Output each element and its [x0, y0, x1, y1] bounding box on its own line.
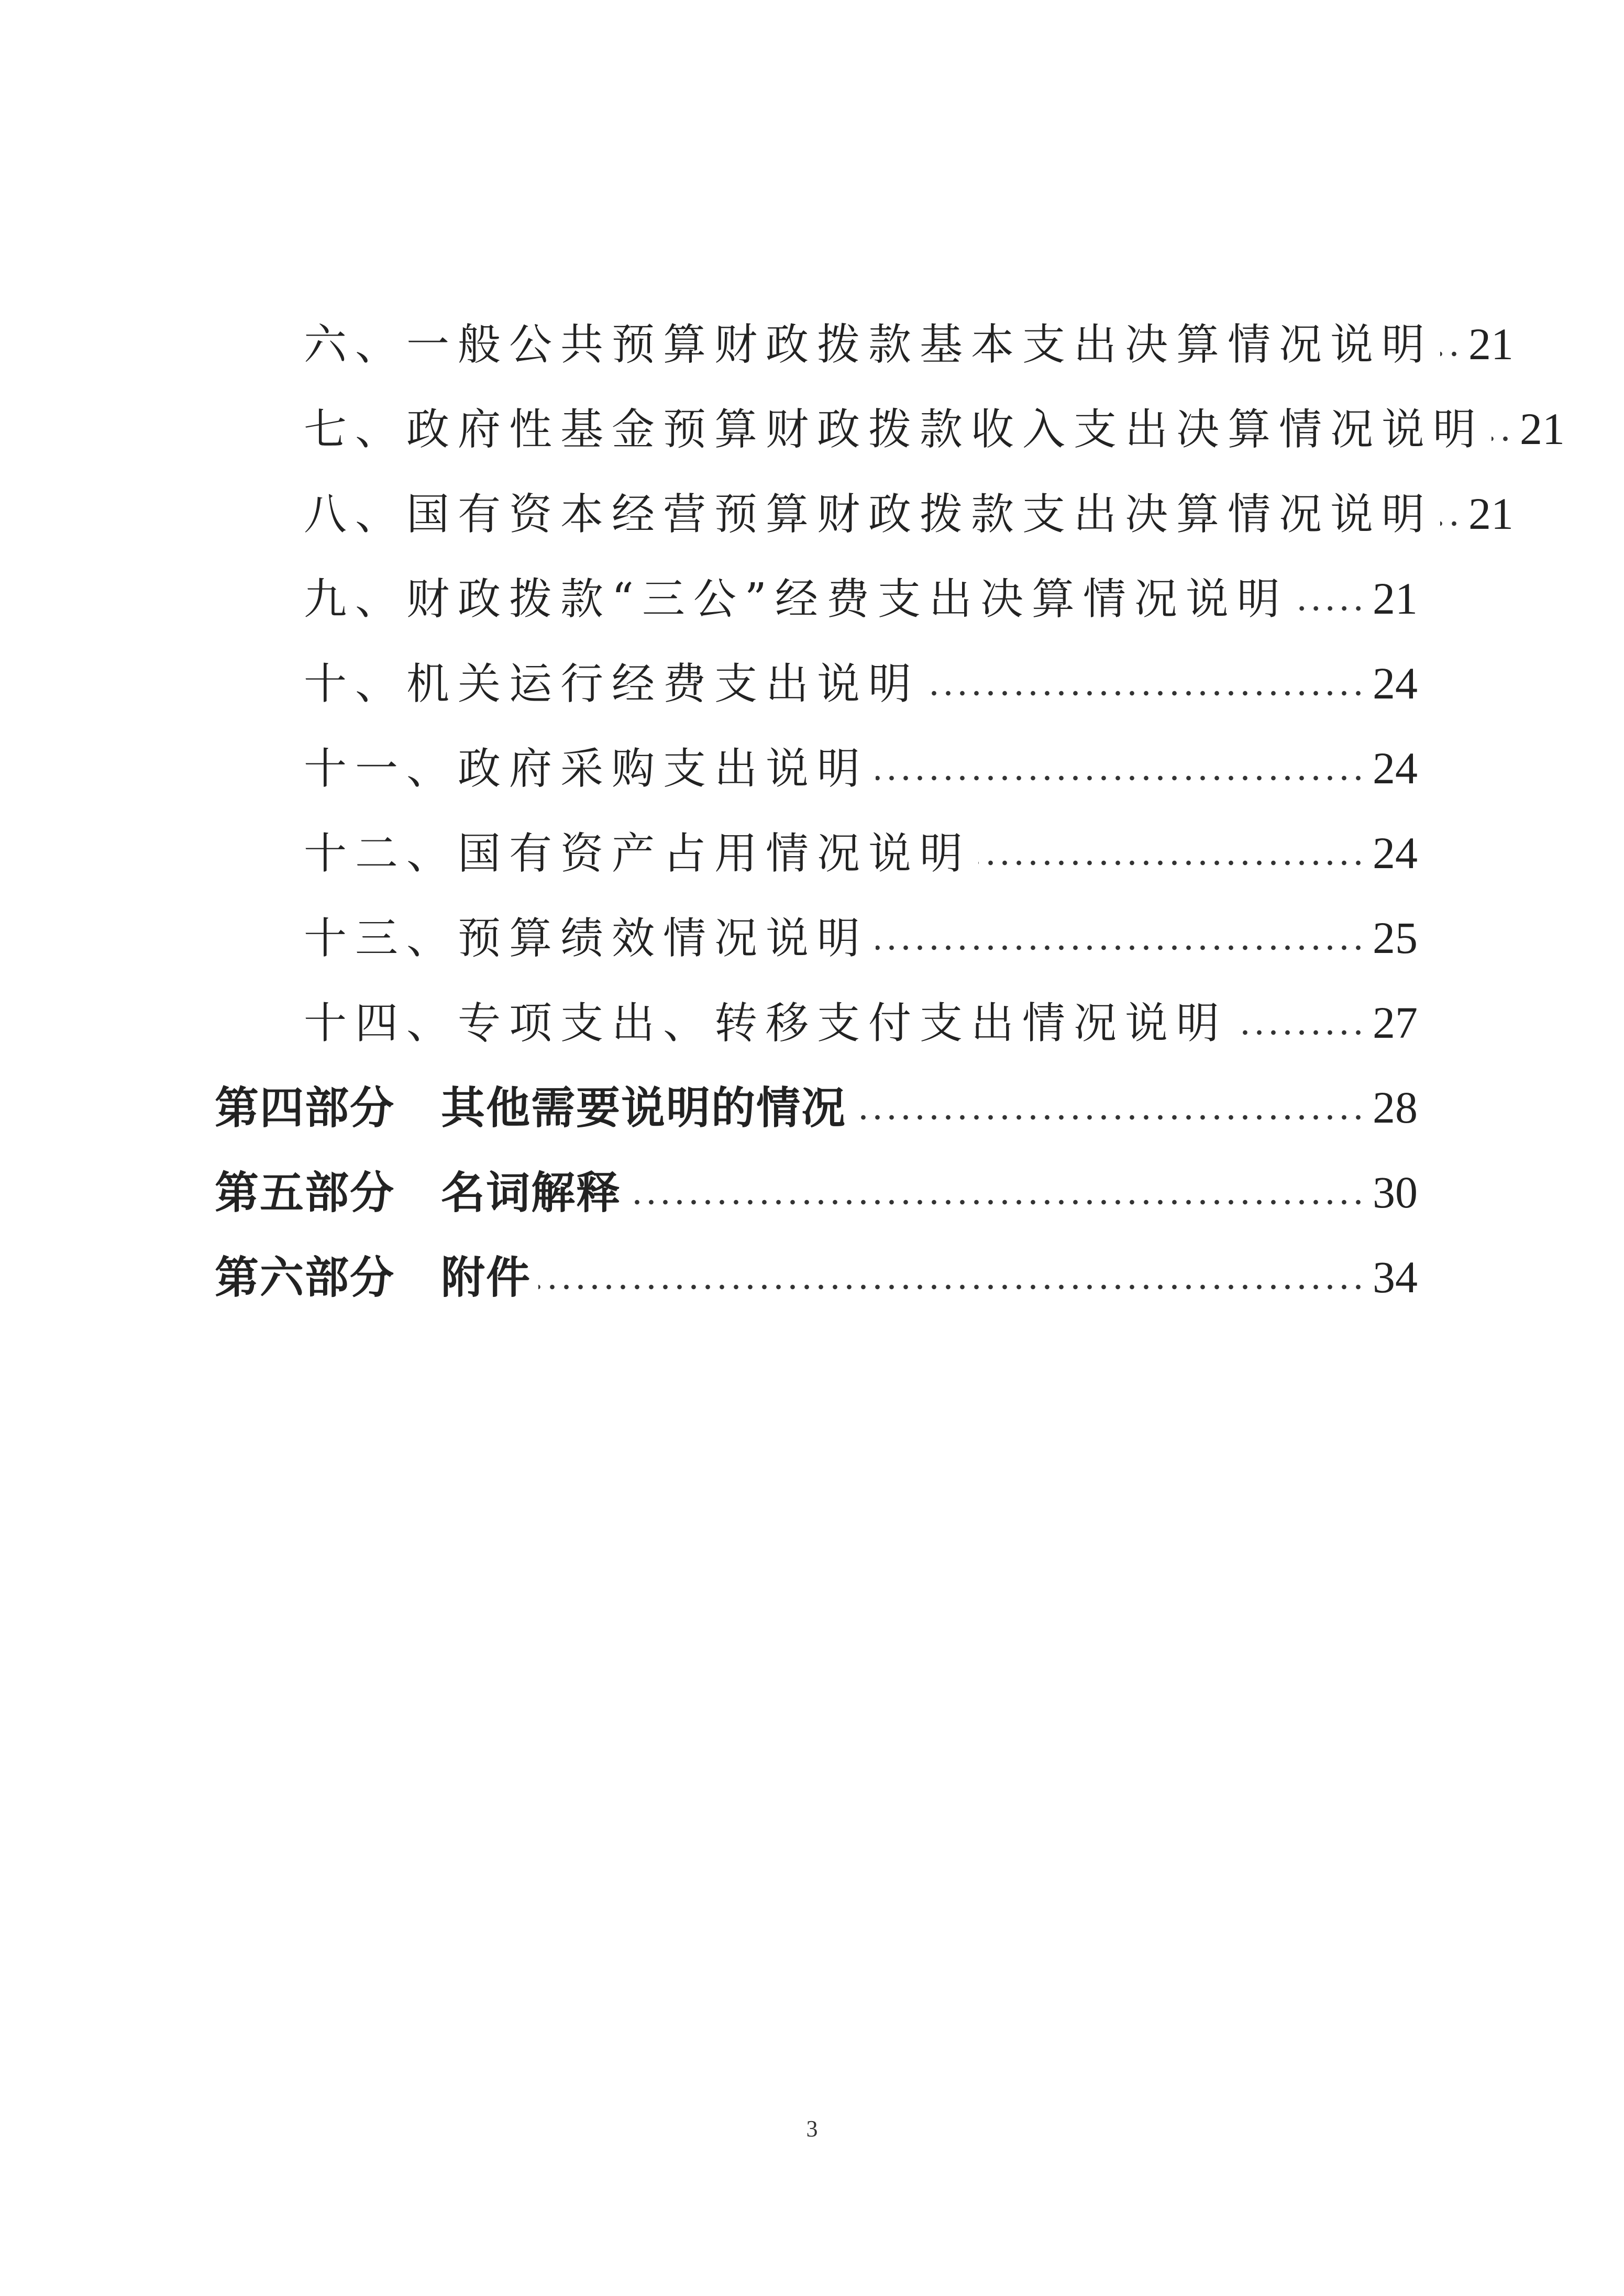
toc-entry-section-14[interactable]: [304, 982, 1418, 1048]
toc-entry-part-5[interactable]: [215, 1152, 1418, 1218]
toc-entry-section-7[interactable]: [304, 389, 1565, 454]
page-number: 3: [806, 2116, 818, 2142]
toc-entry-page: 24: [1373, 658, 1418, 708]
toc-entry-section-9[interactable]: [304, 558, 1418, 624]
toc-entry-part-4[interactable]: [215, 1067, 1418, 1134]
dot-leader: [538, 1282, 1365, 1292]
toc-part-number: 第五部分: [215, 1167, 395, 1218]
toc-entry-section-6[interactable]: [304, 304, 1514, 370]
toc-entry-page: 30: [1373, 1167, 1418, 1217]
toc-entry-page: 21: [1373, 573, 1418, 624]
toc-entry-section-12[interactable]: [304, 813, 1418, 879]
toc-part-number: 第四部分: [215, 1082, 395, 1134]
toc-part-title: 附件: [441, 1251, 532, 1303]
dot-leader: [927, 688, 1365, 698]
toc-entry-title: 十、机关运行经费支出说明: [304, 659, 920, 709]
toc-entry-title: 七、政府性基金预算财政拨款收入支出决算情况说明: [304, 405, 1485, 454]
toc-entry-title: 十二、国有资产占用情况说明: [304, 829, 971, 879]
toc-part-heading: [215, 1082, 847, 1134]
dot-leader: [1235, 1027, 1365, 1038]
dot-leader: [1492, 434, 1512, 444]
toc-entry-section-11[interactable]: [304, 728, 1418, 794]
toc-entry-page: 34: [1373, 1252, 1418, 1302]
toc-entry-page: 24: [1373, 743, 1418, 793]
toc-entry-title: 十三、预算绩效情况说明: [304, 914, 869, 963]
toc-entry-page: 24: [1373, 828, 1418, 878]
toc-part-heading: [215, 1167, 622, 1218]
toc-entry-title: 六、一般公共预算财政拨款基本支出决算情况说明: [304, 320, 1433, 370]
dot-leader: [978, 858, 1365, 868]
toc-entry-section-13[interactable]: [304, 897, 1418, 963]
toc-entry-title: 十四、专项支出、转移支付支出情况说明: [304, 999, 1228, 1048]
dot-leader: [1440, 349, 1461, 359]
toc-entry-page: 21: [1468, 489, 1514, 539]
toc-entry-page: 25: [1373, 913, 1418, 963]
dot-leader: [876, 773, 1365, 783]
toc-entry-title: 十一、政府采购支出说明: [304, 744, 869, 794]
toc-entry-section-10[interactable]: [304, 643, 1418, 709]
dot-leader: [876, 942, 1365, 953]
toc-entry-page: 28: [1373, 1082, 1418, 1133]
toc-entry-page: 21: [1520, 404, 1565, 454]
toc-entry-page: 27: [1373, 997, 1418, 1048]
toc-part-title: 其他需要说明的情况: [441, 1082, 847, 1134]
toc-part-number: 第六部分: [215, 1251, 395, 1303]
toc-entry-page: 21: [1468, 319, 1514, 369]
toc-entry-section-8[interactable]: [304, 473, 1514, 539]
dot-leader: [854, 1112, 1365, 1123]
toc-entry-title: 九、财政拨款“三公”经费支出决算情况说明: [304, 574, 1288, 624]
toc-part-title: 名词解释: [441, 1167, 622, 1218]
toc-entry-part-6[interactable]: [215, 1237, 1418, 1303]
dot-leader: [1440, 518, 1461, 529]
toc-part-heading: [215, 1251, 532, 1303]
toc-entry-title: 八、国有资本经营预算财政拨款支出决算情况说明: [304, 490, 1433, 539]
dot-leader: [628, 1197, 1365, 1207]
dot-leader: [1296, 603, 1365, 614]
